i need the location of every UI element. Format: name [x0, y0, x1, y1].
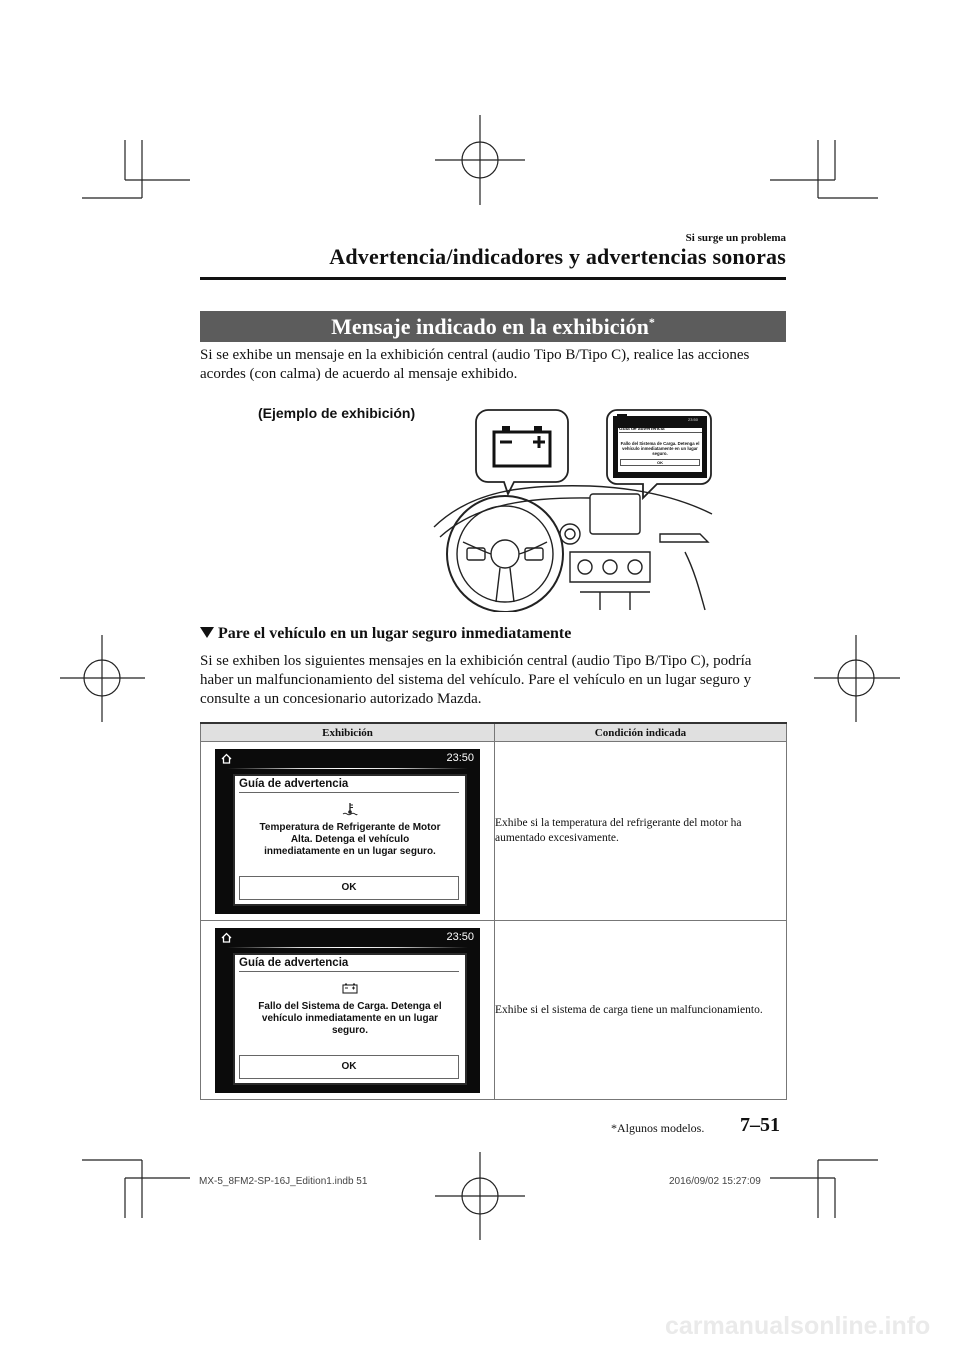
banner-title: Mensaje indicado en la exhibición: [331, 314, 649, 339]
warning-message: [241, 822, 459, 858]
battery-icon: [341, 981, 359, 995]
center-display-screen: [215, 749, 480, 914]
warning-message-line: Alta. Detenga el vehículo: [290, 833, 410, 845]
condition-cell: Exhibe si el sistema de carga tiene un malfuncionamiento.: [495, 921, 787, 1100]
chapter-title: Advertencia/indicadores y advertencias sonoras: [329, 244, 786, 269]
warning-table: [200, 722, 787, 1100]
warning-message-line: seguro.: [331, 1024, 369, 1036]
mini-screen: [617, 419, 703, 469]
center-display-screen: [215, 928, 480, 1093]
status-bar: [215, 928, 480, 946]
header-display: Exhibición: [201, 723, 495, 742]
clock: 23:50: [446, 930, 474, 943]
footnote: *Algunos modelos.: [611, 1121, 705, 1135]
section-banner: [200, 311, 786, 342]
title-rule: [200, 277, 786, 280]
subheading-text: Pare el vehículo en un lugar seguro inmediatamente: [218, 625, 572, 642]
condition-cell: Exhibe si la temperatura del refrigerante del motor ha aumentado excesivamente.: [495, 742, 787, 921]
warning-panel: [233, 774, 467, 906]
triangle-bullet-icon: [200, 627, 214, 638]
ok-button[interactable]: OK: [239, 1055, 459, 1079]
status-bar: [215, 749, 480, 767]
display-cell: [201, 921, 495, 1100]
warning-message-line: vehículo inmediatamente en un lugar: [261, 1012, 439, 1024]
section-label: Si surge un problema: [685, 232, 786, 244]
subheading: [200, 625, 571, 643]
warning-message-line: inmediatamente en un lugar seguro.: [264, 845, 436, 857]
warning-panel-title: Guía de advertencia: [239, 957, 459, 972]
mini-screen-ok: OK: [620, 459, 700, 466]
ok-button[interactable]: OK: [239, 876, 459, 900]
illustration-caption: (Ejemplo de exhibición): [258, 405, 416, 421]
battery-callout-icon: [494, 426, 550, 466]
warning-message-line: Fallo del Sistema de Carga. Detenga el: [258, 1000, 442, 1012]
intro-paragraph: Si se exhibe un mensaje en la exhibición central (audio Tipo B/Tipo C), realice las acciones acordes (con calma) de acuerdo al mensaje exhibido.: [200, 347, 750, 382]
table-header-row: [201, 723, 787, 742]
warning-panel-title: Guía de advertencia: [239, 778, 459, 793]
screen-divider: [227, 768, 468, 769]
footer-file-info: MX-5_8FM2-SP-16J_Edition1.indb 51: [199, 1176, 368, 1187]
mini-screen-message: Fallo del Sistema de Carga. Detenga el vehículo inmediatamente en un lugar seguro.: [620, 441, 700, 456]
clock: 23:50: [446, 751, 474, 764]
warning-panel: [233, 953, 467, 1085]
screen-divider: [227, 947, 468, 948]
warning-message-line: Temperatura de Refrigerante de Motor: [259, 821, 441, 833]
home-icon: [221, 753, 232, 764]
warning-message: [241, 1001, 459, 1037]
banner-asterisk: *: [648, 315, 655, 329]
table-row: [201, 921, 787, 1100]
mini-screen-title: Guía de advertencia: [619, 427, 702, 433]
home-icon: [221, 932, 232, 943]
sub-paragraph: Si se exhiben los siguientes mensajes en la exhibición central (audio Tipo B/Tipo C), podría haber un malfuncionamiento del sistema del vehículo. Pare el vehículo en un lugar seguro y consulte a un concesionario autorizado Mazda.: [200, 653, 752, 707]
table-row: [201, 742, 787, 921]
watermark: carmanualsonline.info: [665, 1312, 931, 1340]
coolant-temperature-icon: [341, 802, 359, 816]
display-cell: [201, 742, 495, 921]
footer-date-info: 2016/09/02 15:27:09: [669, 1176, 761, 1187]
mini-screen-clock: 23:50: [688, 417, 699, 422]
page-number: 7–51: [740, 1114, 780, 1136]
header-condition: Condición indicada: [495, 723, 787, 742]
